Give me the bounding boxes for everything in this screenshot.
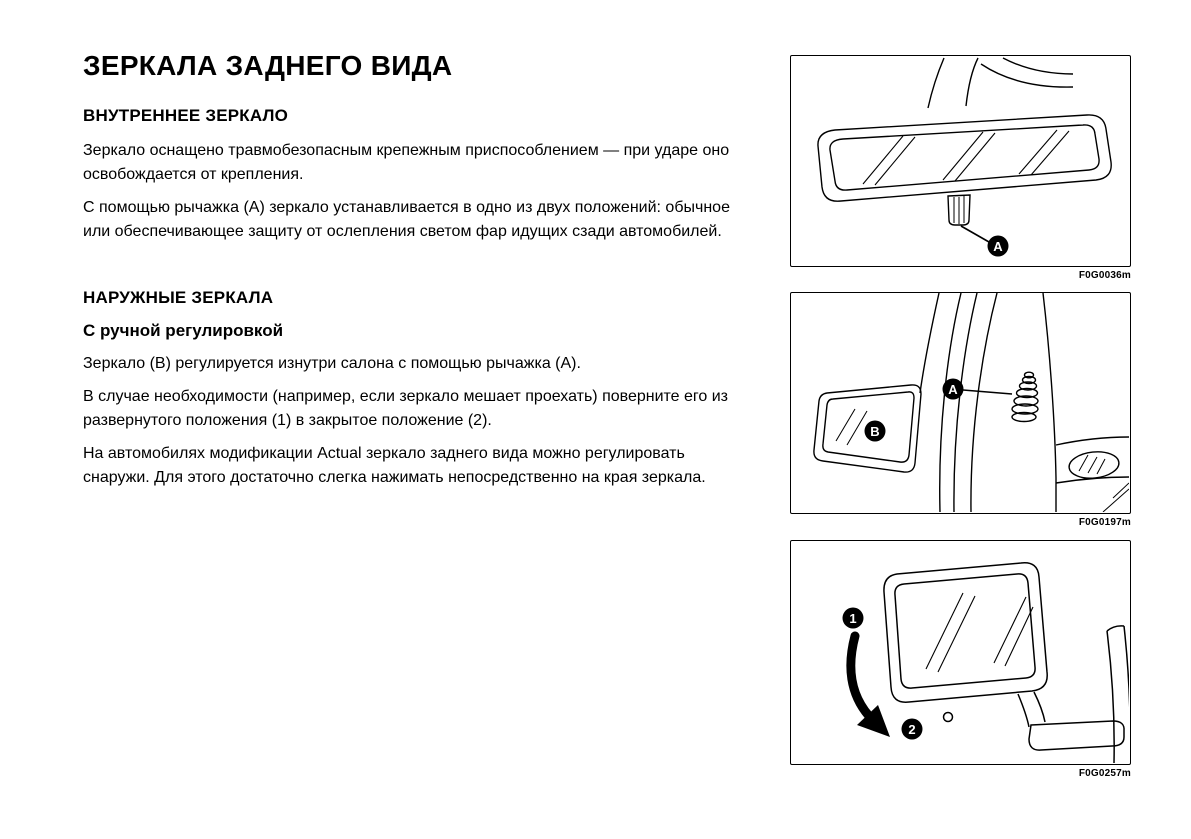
figure-frame: [790, 55, 1131, 267]
page-title: ЗЕРКАЛА ЗАДНЕГО ВИДА: [83, 50, 453, 81]
callout-1-label: 1: [849, 611, 857, 626]
callout-a-label: A: [993, 239, 1003, 254]
callout-b-label: B: [870, 424, 880, 439]
callout-2-marker: [902, 719, 923, 740]
paragraph-exterior-3: На автомобилях модификации Actual зеркало заднего вида можно регулировать снаружи. Для этого достаточно слегка нажимать непосредственно на края зеркала.: [83, 445, 706, 486]
section-interior-mirror: [83, 106, 745, 244]
section-heading-exterior: НАРУЖНЫЕ ЗЕРКАЛА: [83, 288, 274, 307]
text-column: [83, 50, 745, 499]
callout-a-label: A: [948, 382, 958, 397]
figure-code: F0G0257m: [1078, 768, 1131, 779]
paragraph-exterior-1: Зеркало (В) регулируется изнутри салона с помощью рычажка (А).: [83, 355, 581, 372]
interior-mirror-illustration: [791, 56, 1129, 265]
section-exterior-mirrors: [83, 288, 745, 490]
figure-folding-mirror: [790, 540, 1131, 779]
figure-code: F0G0197m: [1078, 517, 1131, 528]
callout-a-marker: [988, 236, 1009, 257]
manual-mirror-illustration: [791, 293, 1129, 512]
figure-interior-mirror: [790, 55, 1131, 281]
folding-mirror-illustration: [791, 541, 1129, 763]
subsection-heading-manual-adjust: С ручной регулировкой: [83, 321, 284, 340]
callout-1-marker: [843, 608, 864, 629]
figure-manual-mirror: [790, 292, 1131, 528]
callout-a-marker: [943, 379, 964, 400]
callout-b-marker: [865, 421, 886, 442]
paragraph-exterior-2: В случае необходимости (например, если зеркало мешает проехать) поверните его из развернутого положения (1) в закрытое положение (2).: [83, 388, 729, 429]
paragraph-interior-1: Зеркало оснащено травмобезопасным крепежным приспособлением — при ударе оно освобождается от крепления.: [83, 142, 730, 183]
section-heading-interior: ВНУТРЕННЕЕ ЗЕРКАЛО: [83, 106, 289, 125]
figure-frame: [790, 540, 1131, 765]
figure-code: F0G0036m: [1078, 270, 1131, 281]
figure-frame: [790, 292, 1131, 514]
callout-2-label: 2: [908, 722, 916, 737]
paragraph-interior-2: С помощью рычажка (А) зеркало устанавливается в одно из двух положений: обычное или обеспечивающее защиту от ослепления светом фар идущих сзади автомобилей.: [83, 199, 730, 240]
